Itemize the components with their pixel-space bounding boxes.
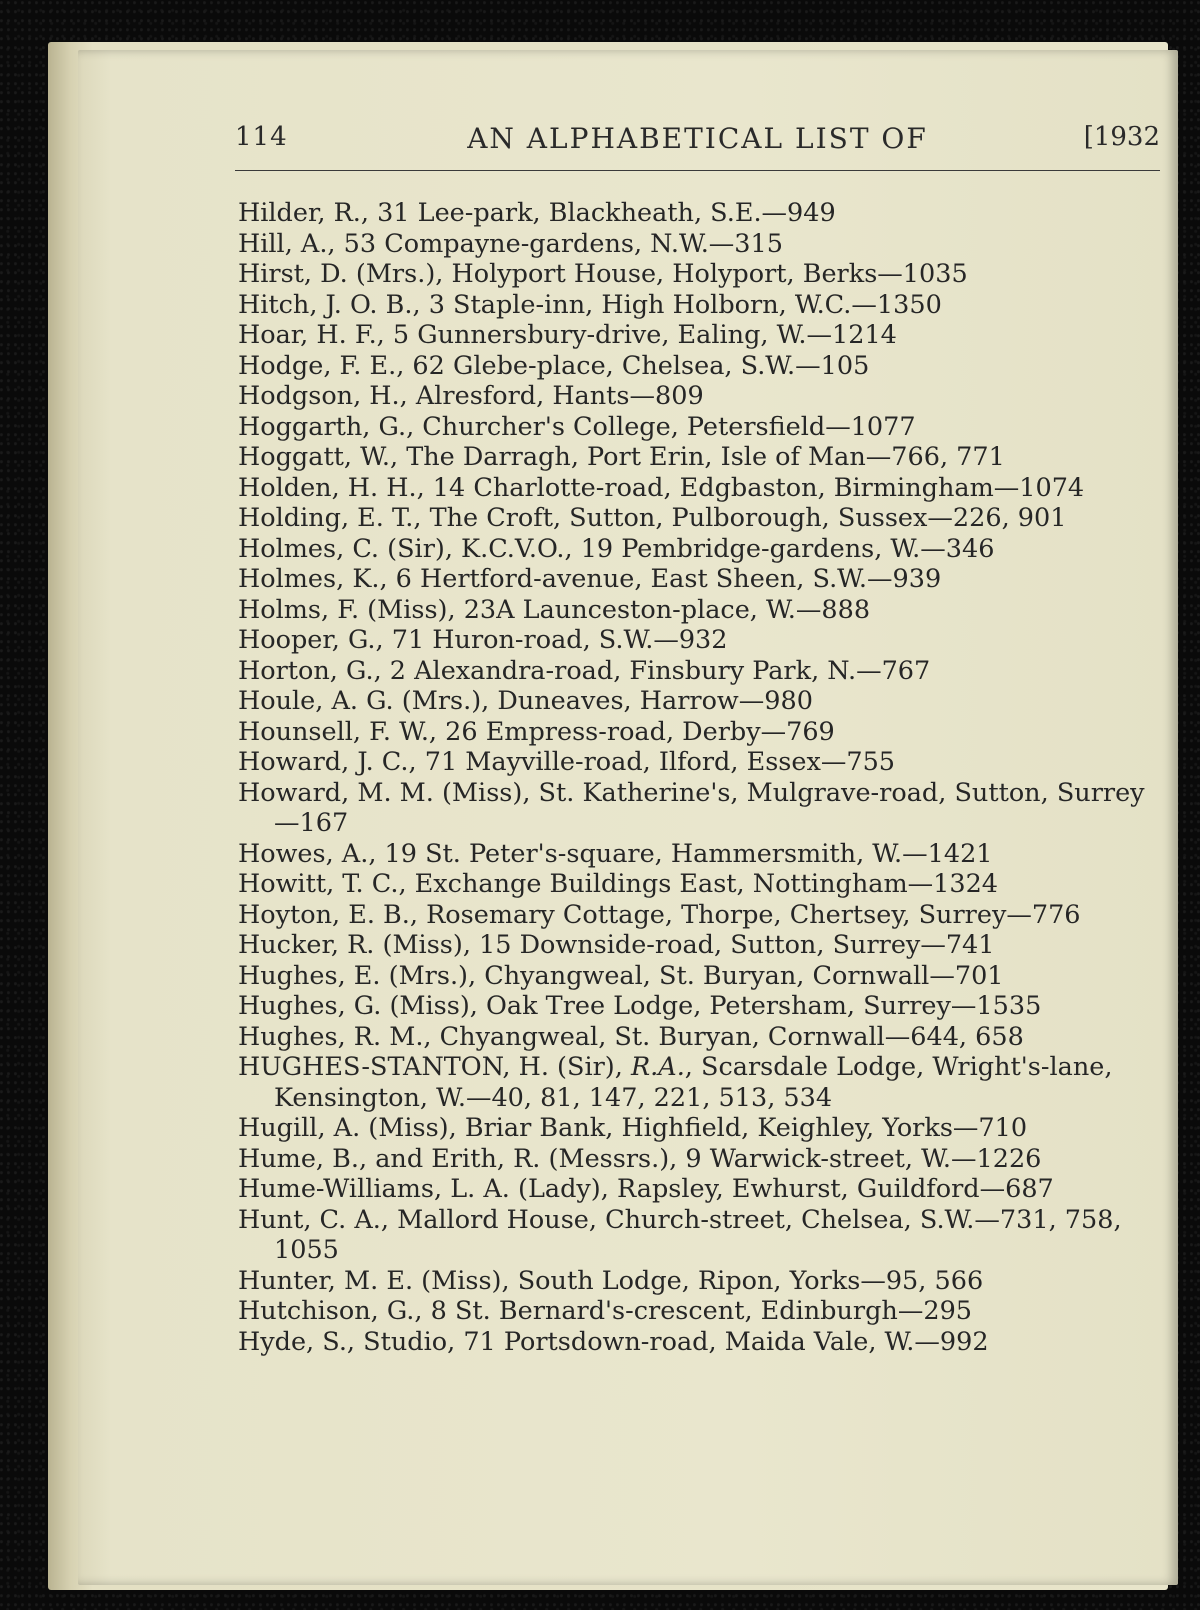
entry-howitt: Howitt, T. C., Exchange Buildings East, Nottingham—1324 — [238, 869, 999, 899]
entry-hooper: Hooper, G., 71 Huron-road, S.W.—932 — [238, 625, 728, 655]
entry-hoar: Hoar, H. F., 5 Gunnersbury-drive, Ealing, W.—1214 — [238, 320, 897, 350]
entry-hughes-g: Hughes, G. (Miss), Oak Tree Lodge, Petersham, Surrey—1535 — [238, 991, 1042, 1021]
hughes-stanton-address: , Scarsdale Lodge, Wright's-lane, Kensington, W.—40, 81, 147, 221, 513, 534 — [274, 1052, 1113, 1113]
page-number: 114 — [235, 122, 288, 152]
entry-holden: Holden, H. H., 14 Charlotte-road, Edgbaston, Birmingham—1074 — [238, 472, 1085, 503]
hughes-stanton-honour: R.A. — [630, 1052, 685, 1082]
entry-hoggatt: Hoggatt, W., The Darragh, Port Erin, Isle of Man—766, 771 — [238, 442, 1005, 472]
entry-hirst: Hirst, D. (Mrs.), Holyport House, Holyport, Berks—1035 — [238, 259, 968, 289]
directory-entries — [238, 198, 1163, 1357]
entry-hughes-e: Hughes, E. (Mrs.), Chyangweal, St. Buryan, Cornwall—701 — [238, 960, 1004, 991]
entry-hounsell: Hounsell, F. W., 26 Empress-road, Derby—769 — [238, 716, 835, 747]
entry-howard-m: Howard, M. M. (Miss), St. Katherine's, Mulgrave-road, Sutton, Surrey—167 — [238, 777, 1145, 838]
running-title: AN ALPHABETICAL LIST OF — [467, 122, 928, 155]
entry-hume: Hume, B., and Erith, R. (Messrs.), 9 Warwick-street, W.—1226 — [238, 1143, 1042, 1174]
hughes-stanton-name: HUGHES-STANTON, H. (Sir), — [238, 1052, 631, 1082]
entry-hughes-stanton — [238, 1052, 1163, 1113]
entry-holms: Holms, F. (Miss), 23A Launceston-place, W.—888 — [238, 594, 871, 625]
running-header — [235, 118, 1160, 171]
entry-holmes-k: Holmes, K., 6 Hertford-avenue, East Sheen, S.W.—939 — [238, 564, 942, 594]
entry-hill: Hill, A., 53 Compayne-gardens, N.W.—315 — [238, 228, 783, 259]
entry-hodge: Hodge, F. E., 62 Glebe-place, Chelsea, S.W.—105 — [238, 350, 870, 381]
entry-hugill: Hugill, A. (Miss), Briar Bank, Highfield, Keighley, Yorks—710 — [238, 1113, 1028, 1143]
entry-howard-j: Howard, J. C., 71 Mayville-road, Ilford, Essex—755 — [238, 747, 896, 777]
entry-hucker: Hucker, R. (Miss), 15 Downside-road, Sutton, Surrey—741 — [238, 930, 995, 960]
entry-hilder: Hilder, R., 31 Lee-park, Blackheath, S.E.—949 — [238, 198, 836, 228]
entry-houle: Houle, A. G. (Mrs.), Duneaves, Harrow—980 — [238, 686, 813, 716]
entry-horton: Horton, G., 2 Alexandra-road, Finsbury Park, N.—767 — [238, 655, 931, 686]
entry-hitch: Hitch, J. O. B., 3 Staple-inn, High Holborn, W.C.—1350 — [238, 289, 942, 320]
entry-hodgson: Hodgson, H., Alresford, Hants—809 — [238, 381, 704, 411]
entry-hunt: Hunt, C. A., Mallord House, Church-street, Chelsea, S.W.—731, 758, 1055 — [238, 1204, 1122, 1265]
entry-holding: Holding, E. T., The Croft, Sutton, Pulborough, Sussex—226, 901 — [238, 503, 1067, 533]
entry-hutchison: Hutchison, G., 8 St. Bernard's-crescent, Edinburgh—295 — [238, 1296, 973, 1326]
entry-hoyton: Hoyton, E. B., Rosemary Cottage, Thorpe, Chertsey, Surrey—776 — [238, 899, 1081, 930]
year-marker: [1932 — [1083, 122, 1160, 152]
entry-hoggarth: Hoggarth, G., Churcher's College, Petersfield—1077 — [238, 411, 916, 442]
entry-hume-williams: Hume-Williams, L. A. (Lady), Rapsley, Ewhurst, Guildford—687 — [238, 1174, 1054, 1204]
entry-holmes-c: Holmes, C. (Sir), K.C.V.O., 19 Pembridge-gardens, W.—346 — [238, 533, 995, 564]
entry-hunter: Hunter, M. E. (Miss), South Lodge, Ripon, Yorks—95, 566 — [238, 1265, 984, 1296]
entry-howes: Howes, A., 19 St. Peter's-square, Hammersmith, W.—1421 — [238, 838, 993, 869]
entry-hyde: Hyde, S., Studio, 71 Portsdown-road, Maida Vale, W.—992 — [238, 1326, 989, 1357]
entry-hughes-r: Hughes, R. M., Chyangweal, St. Buryan, Cornwall—644, 658 — [238, 1021, 1024, 1052]
